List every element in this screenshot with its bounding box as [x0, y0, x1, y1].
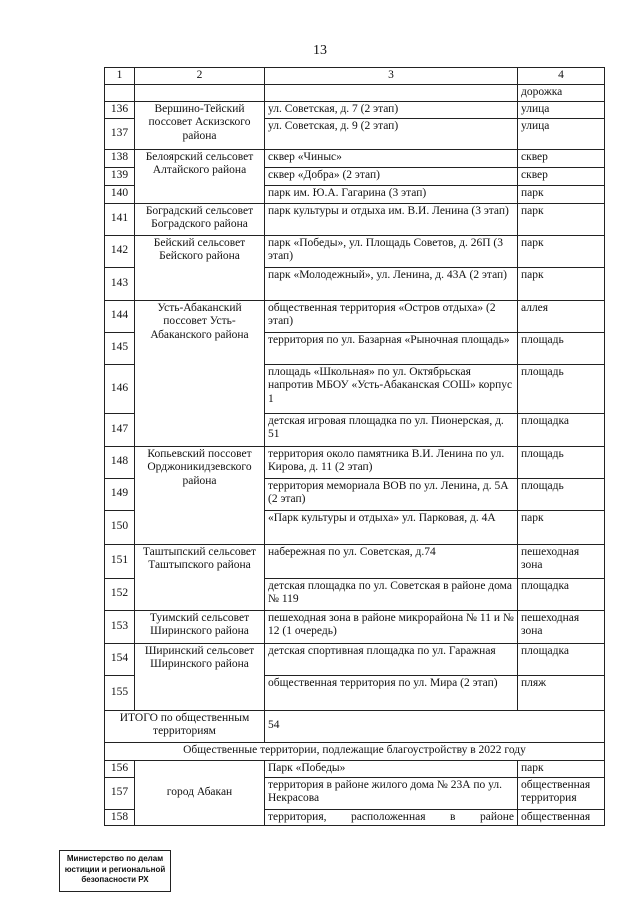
- type-cell: парк: [518, 510, 605, 544]
- territory-cell: набережная по ул. Советская, д.74: [265, 544, 518, 578]
- type-cell: парк: [518, 203, 605, 235]
- number-cell: 146: [105, 364, 135, 413]
- territory-cell: общественная территория по ул. Мира (2 этап): [265, 675, 518, 710]
- municipality-cell: Вершино-Тейский поссовет Аскизского района: [135, 101, 265, 149]
- number-cell: 140: [105, 185, 135, 203]
- territory-cell: детская площадка по ул. Советская в районе дома № 119: [265, 578, 518, 610]
- municipality-cell: Бейский сельсовет Бейского района: [135, 235, 265, 300]
- type-cell: площадь: [518, 332, 605, 364]
- header-cell: 4: [518, 68, 605, 85]
- territory-cell: территория в районе жилого дома № 23А по ул. Некрасова: [265, 777, 518, 809]
- section-title: Общественные территории, подлежащие благоустройству в 2022 году: [105, 742, 605, 760]
- municipality-cell: Усть-Абаканский поссовет Усть-Абаканского района: [135, 300, 265, 446]
- territory-cell: территория по ул. Базарная «Рыночная площадь»: [265, 332, 518, 364]
- territory-cell: сквер «Добра» (2 этап): [265, 167, 518, 185]
- type-cell: площадка: [518, 578, 605, 610]
- number-cell: 155: [105, 675, 135, 710]
- number-cell: 142: [105, 235, 135, 267]
- type-cell: улица: [518, 101, 605, 118]
- ministry-stamp: [59, 850, 171, 892]
- type-cell: общественная: [518, 809, 605, 826]
- stamp-line: юстиции и региональной: [64, 864, 166, 874]
- type-cell: дорожка: [518, 85, 605, 102]
- municipality-cell: Боградский сельсовет Боградского района: [135, 203, 265, 235]
- number-cell: 151: [105, 544, 135, 578]
- type-cell: парк: [518, 760, 605, 777]
- table-row: [105, 101, 605, 118]
- total-value: 54: [265, 710, 605, 742]
- type-cell: площадка: [518, 643, 605, 675]
- territory-cell: ул. Советская, д. 7 (2 этап): [265, 101, 518, 118]
- territory-cell: Парк «Победы»: [265, 760, 518, 777]
- municipality-cell: Копьевский поссовет Орджоникидзевского района: [135, 446, 265, 544]
- type-cell: аллея: [518, 300, 605, 332]
- type-cell: пляж: [518, 675, 605, 710]
- page-number: 13: [313, 43, 327, 58]
- table-header-row: [105, 68, 605, 85]
- table-row: [105, 235, 605, 267]
- number-cell: 149: [105, 478, 135, 510]
- municipality-cell: Ширинский сельсовет Ширинского района: [135, 643, 265, 710]
- municipality-cell: Белоярский сельсовет Алтайского района: [135, 149, 265, 203]
- type-cell: пешеходная зона: [518, 610, 605, 643]
- table-row: [105, 544, 605, 578]
- number-cell: 139: [105, 167, 135, 185]
- table-row: [105, 300, 605, 332]
- territory-cell: парк «Молодежный», ул. Ленина, д. 43А (2 этап): [265, 267, 518, 300]
- territory-cell: территория мемориала ВОВ по ул. Ленина, д. 5А (2 этап): [265, 478, 518, 510]
- territory-cell: «Парк культуры и отдыха» ул. Парковая, д. 4А: [265, 510, 518, 544]
- number-cell: 154: [105, 643, 135, 675]
- type-cell: парк: [518, 185, 605, 203]
- territory-cell: сквер «Чиныс»: [265, 149, 518, 167]
- territory-cell: территория, расположенная в районе: [265, 809, 518, 826]
- territory-cell: парк им. Ю.А. Гагарина (3 этап): [265, 185, 518, 203]
- table-row: [105, 446, 605, 478]
- table-row: [105, 149, 605, 167]
- territory-cell: пешеходная зона в районе микрорайона № 11 и № 12 (1 очередь): [265, 610, 518, 643]
- territory-cell: площадь «Школьная» по ул. Октябрьская напротив МБОУ «Усть-Абаканская СОШ» корпус 1: [265, 364, 518, 413]
- type-cell: пешеходная зона: [518, 544, 605, 578]
- table-row: [105, 85, 605, 102]
- header-cell: 3: [265, 68, 518, 85]
- table-row: [105, 643, 605, 675]
- table-row: [105, 610, 605, 643]
- number-cell: 141: [105, 203, 135, 235]
- territory-cell: ул. Советская, д. 9 (2 этап): [265, 118, 518, 149]
- total-row: [105, 710, 605, 742]
- type-cell: парк: [518, 235, 605, 267]
- number-cell: 143: [105, 267, 135, 300]
- header-cell: 1: [105, 68, 135, 85]
- table-row: [105, 760, 605, 777]
- territory-cell: парк «Победы», ул. Площадь Советов, д. 26П (3 этап): [265, 235, 518, 267]
- number-cell: 138: [105, 149, 135, 167]
- stamp-line: Министерство по делам: [66, 854, 164, 863]
- type-cell: площадка: [518, 413, 605, 446]
- territory-cell: парк культуры и отдыха им. В.И. Ленина (3 этап): [265, 203, 518, 235]
- number-cell: 153: [105, 610, 135, 643]
- type-cell: площадь: [518, 364, 605, 413]
- section-row: [105, 742, 605, 760]
- number-cell: 152: [105, 578, 135, 610]
- number-cell: 156: [105, 760, 135, 777]
- number-cell: 144: [105, 300, 135, 332]
- municipality-cell: город Абакан: [135, 760, 265, 826]
- territory-cell: территория около памятника В.И. Ленина по ул. Кирова, д. 11 (2 этап): [265, 446, 518, 478]
- number-cell: 136: [105, 101, 135, 118]
- municipality-cell: Туимский сельсовет Ширинского района: [135, 610, 265, 643]
- number-cell: 137: [105, 118, 135, 149]
- type-cell: площадь: [518, 446, 605, 478]
- total-label: ИТОГО по общественным территориям: [105, 710, 265, 742]
- number-cell: 147: [105, 413, 135, 446]
- number-cell: 150: [105, 510, 135, 544]
- territory-cell: детская игровая площадка по ул. Пионерская, д. 51: [265, 413, 518, 446]
- type-cell: сквер: [518, 167, 605, 185]
- territory-cell: общественная территория «Остров отдыха» (2 этап): [265, 300, 518, 332]
- number-cell: 148: [105, 446, 135, 478]
- territory-cell: детская спортивная площадка по ул. Гаражная: [265, 643, 518, 675]
- number-cell: 157: [105, 777, 135, 809]
- number-cell: 145: [105, 332, 135, 364]
- type-cell: сквер: [518, 149, 605, 167]
- type-cell: парк: [518, 267, 605, 300]
- municipality-cell: Таштыпский сельсовет Таштыпского района: [135, 544, 265, 610]
- table-row: [105, 203, 605, 235]
- type-cell: улица: [518, 118, 605, 149]
- type-cell: общественная территория: [518, 777, 605, 809]
- number-cell: 158: [105, 809, 135, 826]
- type-cell: площадь: [518, 478, 605, 510]
- header-cell: 2: [135, 68, 265, 85]
- stamp-line: безопасности РХ: [81, 875, 149, 884]
- territories-table: [104, 67, 605, 826]
